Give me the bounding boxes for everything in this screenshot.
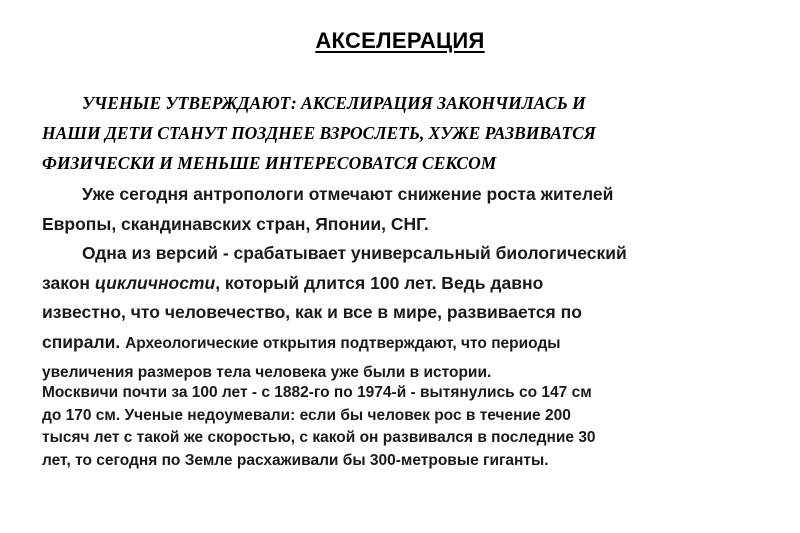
para3-line-1: Москвичи почти за 100 лет - с 1882-го по 1974-й - вытянулись со 147 см [42,384,592,401]
moscow-paragraph [42,382,782,472]
para1-line-2: Европы, скандинавских стран, Японии, СНГ. [42,213,429,234]
para2-line-2-start: закон [42,272,95,293]
emphasis-cyclicity: цикличности [94,272,216,293]
body-text [42,180,782,388]
claim-line-2: НАШИ ДЕТИ СТАНУТ ПОЗДНЕЕ ВЗРОСЛЕТЬ, ХУЖЕ РАЗВИВАТСЯ [42,123,596,143]
para2-line-2 [42,269,782,299]
para2-line-4-start: спирали. [42,331,126,352]
para3-line-4: лет, то сегодня по Земле расхаживали бы 300-метровые гиганты. [42,451,549,469]
slide-title: АКСЕЛЕРАЦИЯ [315,28,485,53]
para1-line-1: Уже сегодня антропологи отмечают снижение роста жителей [82,184,614,204]
para2-line-4-rest: Археологические открытия подтверждают, что периоды [125,334,561,352]
para2-line-2-end: , который длится 100 лет. Ведь давно [215,272,544,293]
para3-line-2: до 170 см. Ученые недоумевали: если бы человек рос в течение 200 [42,406,571,424]
para2-line-5: увеличения размеров тела человека уже были в истории. [42,364,492,381]
para2-line-3: известно, что человечество, как и все в мире, развивается по [42,302,582,322]
claim-line-3: ФИЗИЧЕСКИ И МЕНЬШЕ ИНТЕРЕСОВАТСЯ СЕКСОМ [42,153,497,173]
claim-line-1: УЧЕНЫЕ УТВЕРЖДАЮТ: АКСЕЛИРАЦИЯ ЗАКОНЧИЛАСЬ И [82,93,586,113]
para3-line-3: тысяч лет с такой же скоростью, с какой он развивался в последние 30 [42,429,596,446]
para2-line-4 [42,328,782,359]
para2-line-1: Одна из версий - срабатывает универсальный биологический [82,243,627,263]
claim-paragraph [42,88,782,178]
